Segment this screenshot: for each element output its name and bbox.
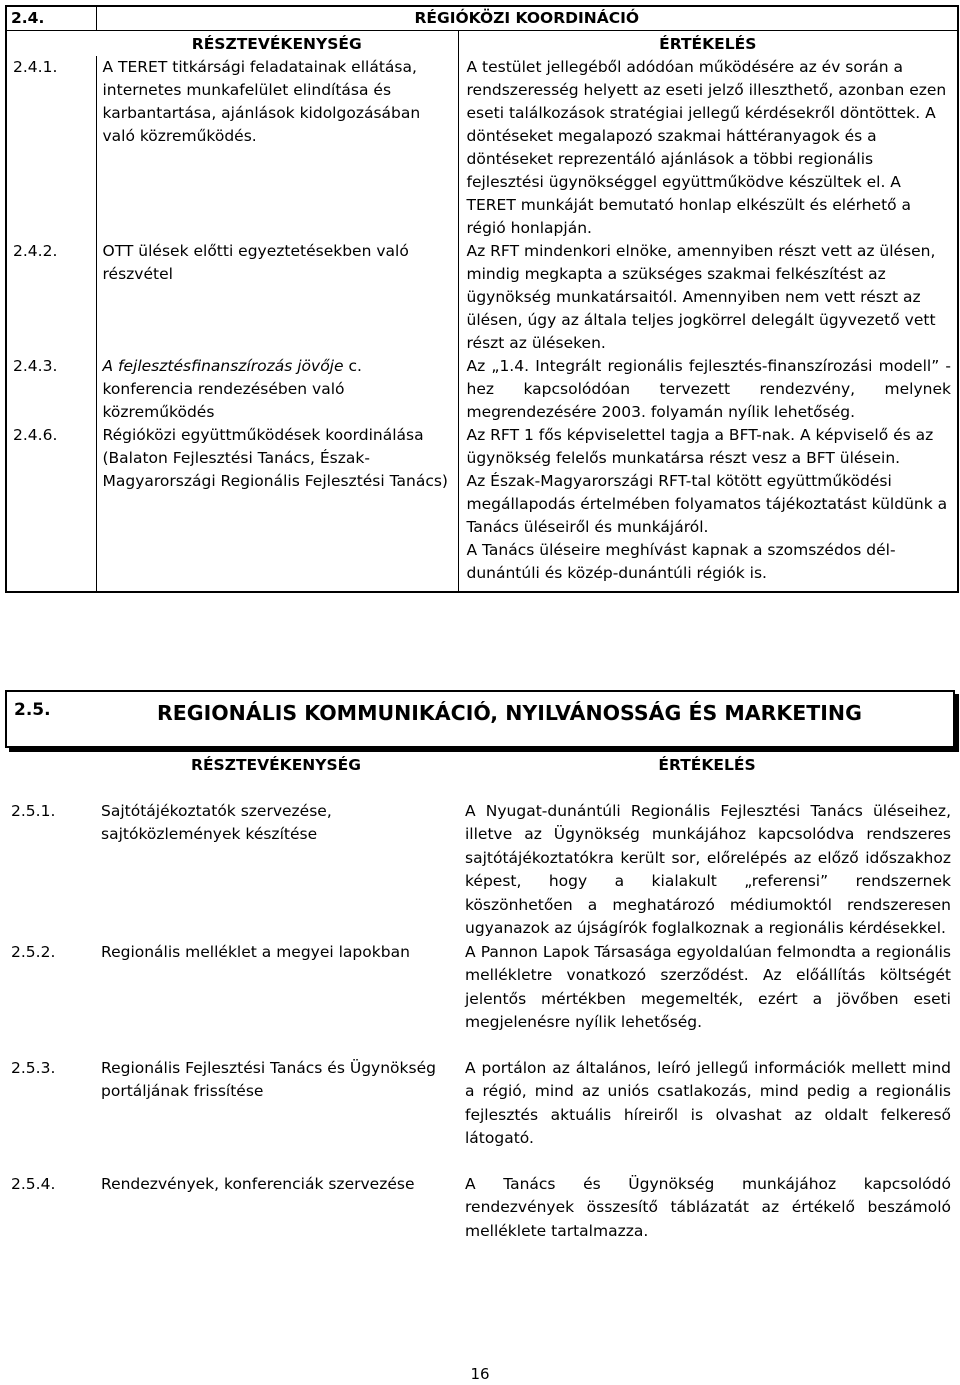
row-activity: Régióközi együttműködések koordinálása (Balaton Fejlesztési Tanács, Észak-Magyarországi Regionális Fejlesztési Tanács) — [96, 424, 458, 592]
row-activity — [96, 355, 458, 424]
row-number: 2.5.1. — [11, 801, 56, 820]
row-evaluation: A Nyugat-dunántúli Regionális Fejlesztési Tanács üléseihez, illetve az Ügynökség munkájához kapcsolódva rendszeres sajtótájékoztatókra került sor, előrelépés az előző időszakhoz képest, hogy a kialakult „referensi” rendszernek köszönhetően a meghatározó médiumoktól rendszeresen ugyanazok az újságírók foglalkoznak a regionális kérdésekkel. — [465, 801, 951, 937]
evaluation-paragraph: Az RFT 1 fős képviselettel tagja a BFT-nak. A képviselő és az ügynökség felelős munkatársa részt vesz a BFT ülésein. — [466, 426, 934, 467]
section-2-4-table — [5, 5, 959, 593]
table-row — [5, 1173, 957, 1244]
table-row — [6, 424, 958, 592]
table-row — [5, 800, 957, 941]
activity-rest: c. konferencia rendezésében való közreműködés — [102, 357, 362, 421]
row-evaluation: Az „1.4. Integrált regionális fejlesztés-finanszírozási modell” -hez kapcsolódóan tervezett rendezvény, melynek megrendezésére 2003. folyamán nyílik lehetőség. — [458, 355, 958, 424]
section-title: REGIONÁLIS KOMMUNIKÁCIÓ, NYILVÁNOSSÁG ÉS MARKETING — [157, 701, 862, 725]
row-number: 2.4.1. — [6, 56, 96, 240]
table-row — [6, 355, 958, 424]
row-activity: Sajtótájékoztatók szervezése, sajtóközlemények készítése — [101, 801, 332, 843]
row-activity: OTT ülések előtti egyeztetésekben való részvétel — [96, 240, 458, 355]
row-number: 2.5.4. — [11, 1174, 56, 1193]
row-number: 2.5.3. — [11, 1058, 56, 1077]
row-activity: Regionális Fejlesztési Tanács és Ügynökség portáljának frissítése — [101, 1058, 436, 1100]
page-number: 16 — [470, 1365, 490, 1383]
evaluation-paragraph: A Tanács üléseire meghívást kapnak a szomszédos dél-dunántúli és közép-dunántúli régiók is. — [466, 541, 896, 582]
row-activity: Rendezvények, konferenciák szervezése — [101, 1174, 415, 1193]
row-evaluation — [458, 424, 958, 592]
table-row — [5, 941, 957, 1035]
row-number: 2.4.6. — [6, 424, 96, 592]
row-activity: A TERET titkársági feladatainak ellátása, internetes munkafelület elindítása és karbantartása, ajánlások kidolgozásában való közreműködés. — [96, 56, 458, 240]
evaluation-paragraph: Az Észak-Magyarországi RFT-tal kötött együttműködési megállapodás értelmében folyamatos tájékoztatást küldünk a Tanács üléseiről és munkájáról. — [466, 472, 948, 536]
section-number: 2.5. — [14, 700, 51, 720]
row-activity: Regionális melléklet a megyei lapokban — [101, 942, 410, 961]
table-row — [6, 240, 958, 355]
row-evaluation: A Pannon Lapok Társasága egyoldalúan felmondta a regionális mellékletre vonatkozó szerződést. Az előállítás költségét jelentős mértékben megemelték, ezért a jövőben eseti megjelenésre nyílik lehetőség. — [465, 942, 951, 1031]
section-2-5-table — [5, 752, 957, 1243]
table-row — [5, 1057, 957, 1151]
column-header-evaluation: ÉRTÉKELÉS — [458, 31, 958, 57]
section-number: 2.4. — [6, 6, 96, 31]
row-number: 2.4.2. — [6, 240, 96, 355]
column-header-activity: RÉSZTEVÉKENYSÉG — [191, 756, 361, 774]
section-title: RÉGIÓKÖZI KOORDINÁCIÓ — [96, 6, 958, 31]
conference-title: A fejlesztésfinanszírozás jövője — [102, 357, 344, 375]
row-number: 2.4.3. — [6, 355, 96, 424]
row-evaluation: A portálon az általános, leíró jellegű információk mellett mind a régió, mind az uniós csatlakozás, mind pedig a regionális fejlesztés aktuális híreiről is olvashat az oldalt felkereső látogató. — [465, 1058, 951, 1147]
column-header-activity: RÉSZTEVÉKENYSÉG — [96, 31, 458, 57]
table-row — [6, 56, 958, 240]
row-evaluation: A testület jellegéből adódóan működésére az év során a rendszeresség helyett az eseti jelző illeszthető, azonban ezen eseti találkozások stratégiai jellegű kérdésekről döntöttek. A döntéseket megalapozó szakmai háttéranyagok és a döntéseket reprezentáló ajánlások a többi regionális fejlesztési ügynökséggel együttműködve készültek el. A TERET munkáját bemutató honlap elkészült és elérhető a régió honlapján. — [458, 56, 958, 240]
section-2-5-header — [5, 690, 955, 748]
row-evaluation: Az RFT mindenkori elnöke, amennyiben részt vett az ülésen, mindig megkapta a szükséges szakmai felkészítést az ügynökség munkatársaitól. Amennyiben nem vett részt az ülésen, úgy az általa teljes jogkörrel delegált ügyvezető vett részt az üléseken. — [458, 240, 958, 355]
column-header-evaluation: ÉRTÉKELÉS — [658, 756, 756, 774]
row-number: 2.5.2. — [11, 942, 56, 961]
row-evaluation: A Tanács és Ügynökség munkájához kapcsolódó rendezvények összesítő táblázatát az értékelő beszámoló melléklete tartalmazza. — [465, 1174, 951, 1240]
